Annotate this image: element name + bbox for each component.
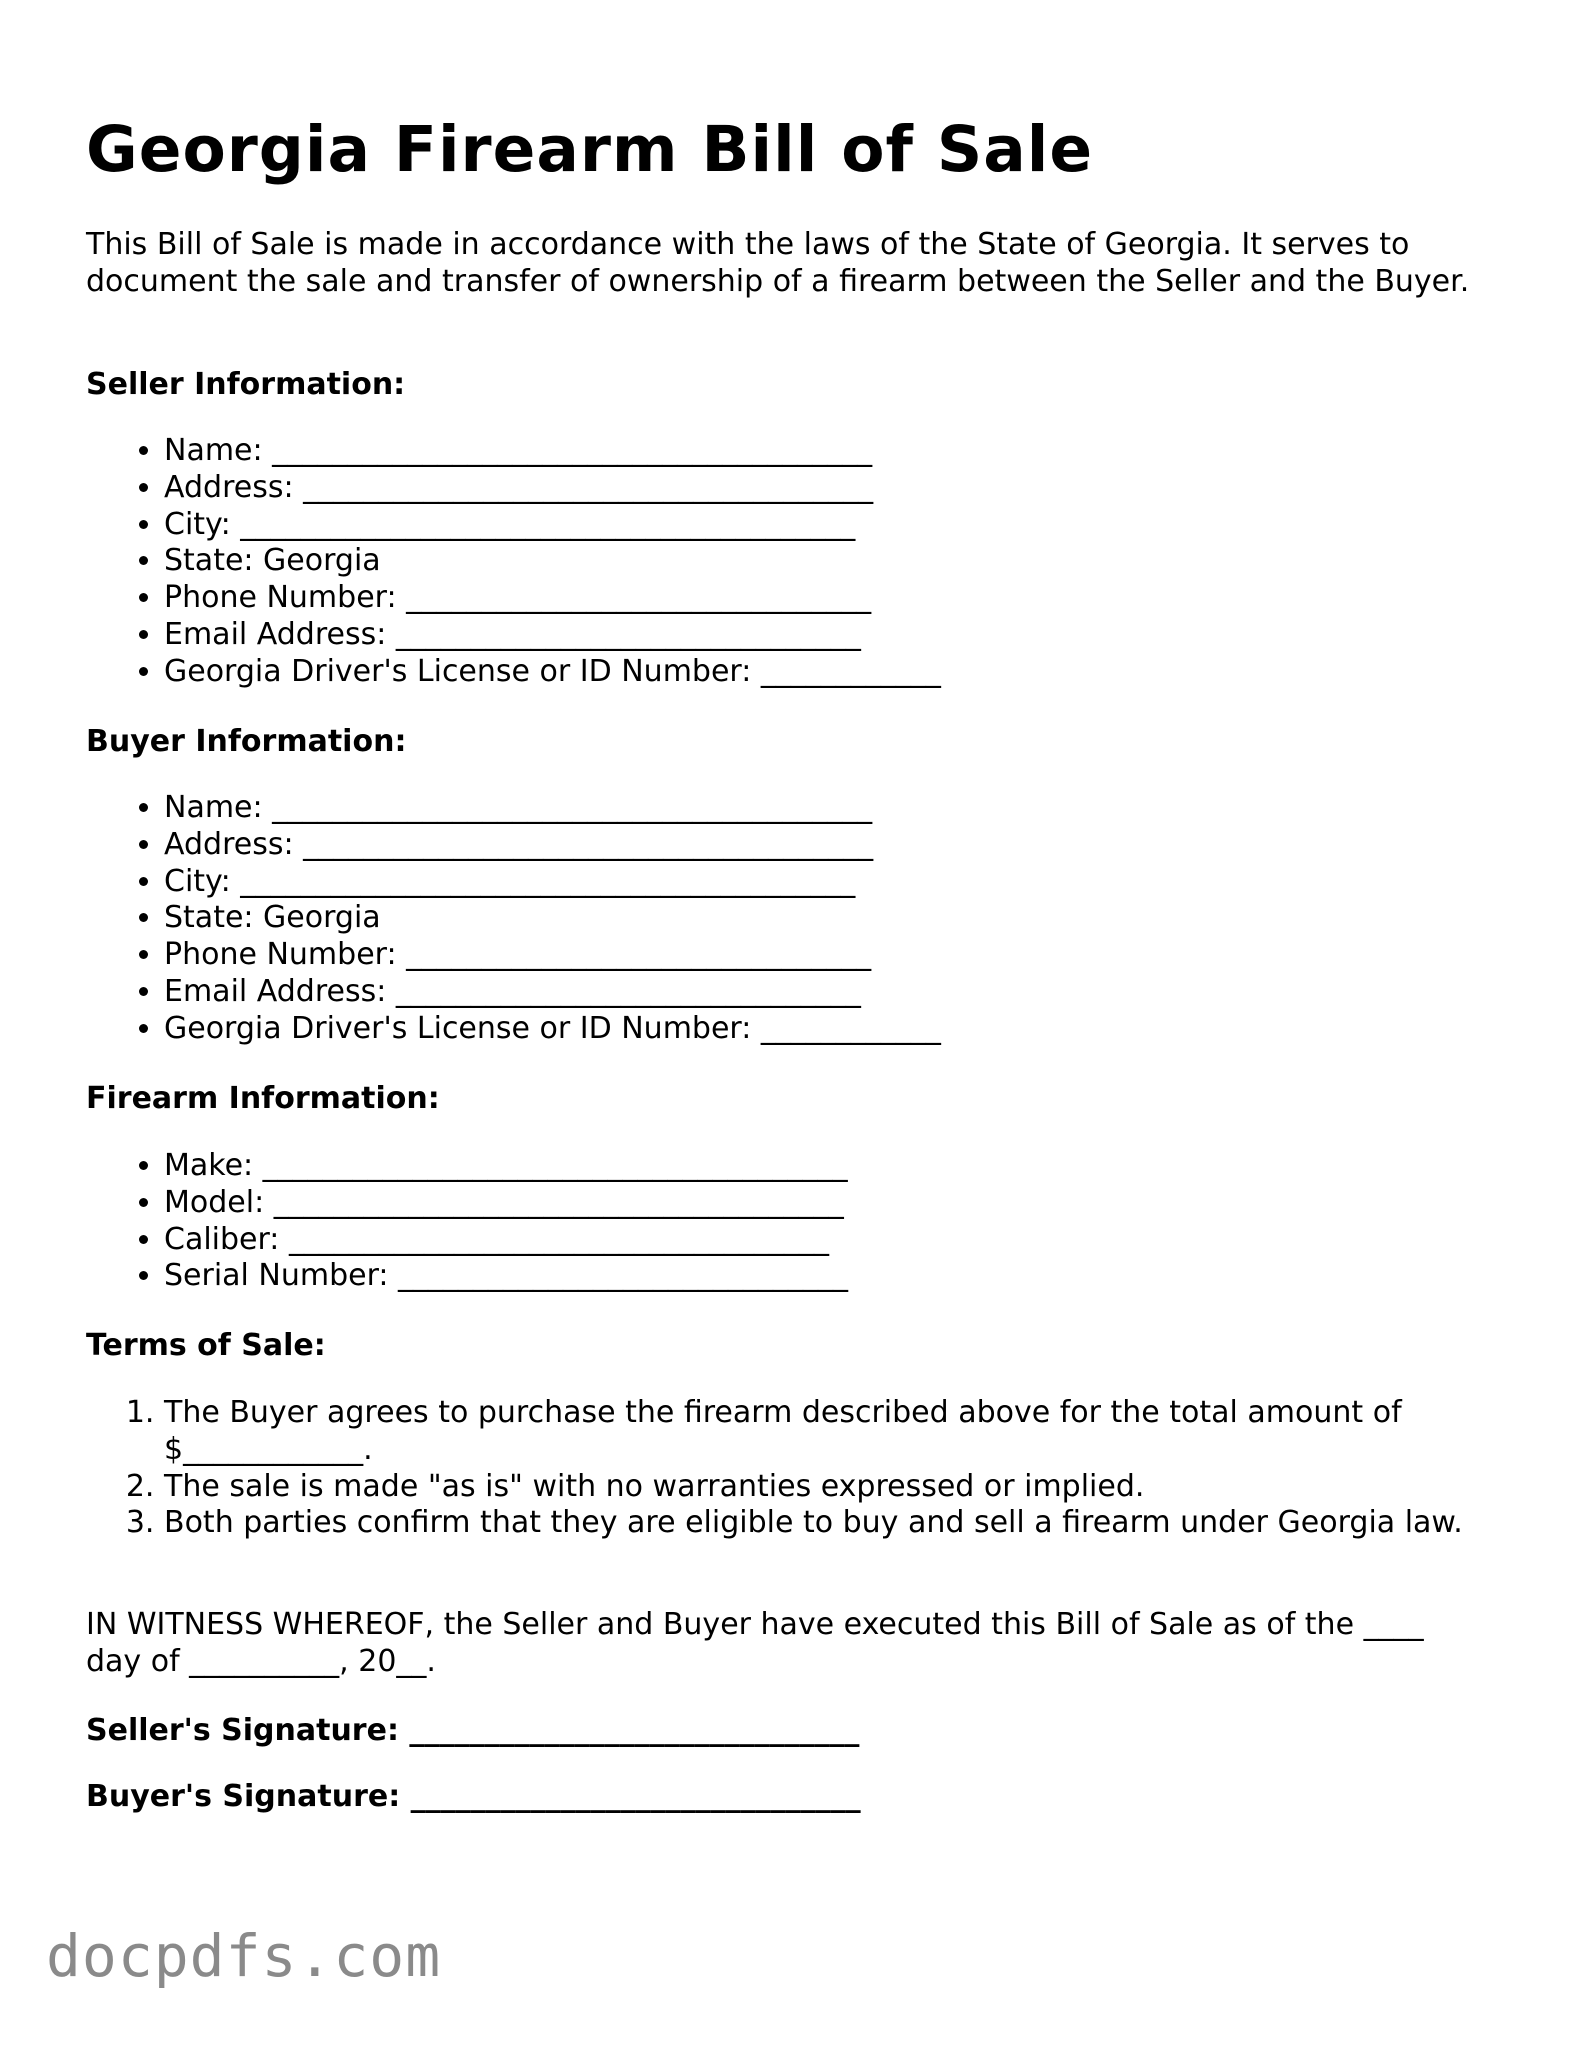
firearm-caliber-field: • Caliber: ____________________________________: [164, 1222, 1544, 1259]
seller-field-list: [86, 433, 1544, 691]
firearm-serial-field: • Serial Number: ______________________________: [164, 1258, 1544, 1295]
buyer-name-field: • Name: ________________________________________: [164, 790, 1544, 827]
seller-email-field: • Email Address: _______________________________: [164, 617, 1544, 654]
terms-heading: Terms of Sale:: [86, 1328, 326, 1363]
seller-address-field: • Address: ______________________________________: [164, 470, 1544, 507]
buyer-city-field: • City: _________________________________________: [164, 864, 1544, 901]
terms-list: [86, 1395, 1544, 1542]
buyer-signature-line: Buyer's Signature: ______________________________: [86, 1779, 861, 1814]
term-item-price: 1. The Buyer agrees to purchase the firearm described above for the total amount of $____________.: [164, 1395, 1544, 1469]
buyer-address-field: • Address: ______________________________________: [164, 827, 1544, 864]
intro-paragraph: This Bill of Sale is made in accordance with the laws of the State of Georgia. It serves to document the sale and transfer of ownership of a firearm between the Seller and the Buyer.: [86, 227, 1470, 299]
watermark-text: docpdfs.com: [46, 1922, 442, 1990]
firearm-make-field: • Make: _______________________________________: [164, 1148, 1544, 1185]
firearm-heading: Firearm Information:: [86, 1081, 440, 1116]
term-item-eligibility: 3. Both parties confirm that they are eligible to buy and sell a firearm under Georgia law.: [164, 1505, 1544, 1542]
buyer-email-field: • Email Address: _______________________________: [164, 974, 1544, 1011]
document-title: Georgia Firearm Bill of Sale: [86, 113, 1094, 186]
buyer-phone-field: • Phone Number: _______________________________: [164, 937, 1544, 974]
term-item-as-is: 2. The sale is made "as is" with no warranties expressed or implied.: [164, 1469, 1544, 1506]
firearm-field-list: [86, 1148, 1544, 1295]
seller-city-field: • City: _________________________________________: [164, 507, 1544, 544]
seller-signature-line: Seller's Signature: ______________________________: [86, 1713, 860, 1748]
buyer-field-list: [86, 790, 1544, 1048]
witness-statement: IN WITNESS WHEREOF, the Seller and Buyer have executed this Bill of Sale as of the ____ day of __________, 20__.: [86, 1607, 1424, 1679]
seller-license-field: • Georgia Driver's License or ID Number: ____________: [164, 654, 1544, 691]
buyer-heading: Buyer Information:: [86, 724, 407, 759]
buyer-license-field: • Georgia Driver's License or ID Number: ____________: [164, 1011, 1544, 1048]
firearm-model-field: • Model: ______________________________________: [164, 1185, 1544, 1222]
buyer-state-field: • State: Georgia: [164, 900, 1544, 937]
seller-heading: Seller Information:: [86, 367, 406, 402]
seller-phone-field: • Phone Number: _______________________________: [164, 580, 1544, 617]
seller-state-field: • State: Georgia: [164, 543, 1544, 580]
seller-name-field: • Name: ________________________________________: [164, 433, 1544, 470]
